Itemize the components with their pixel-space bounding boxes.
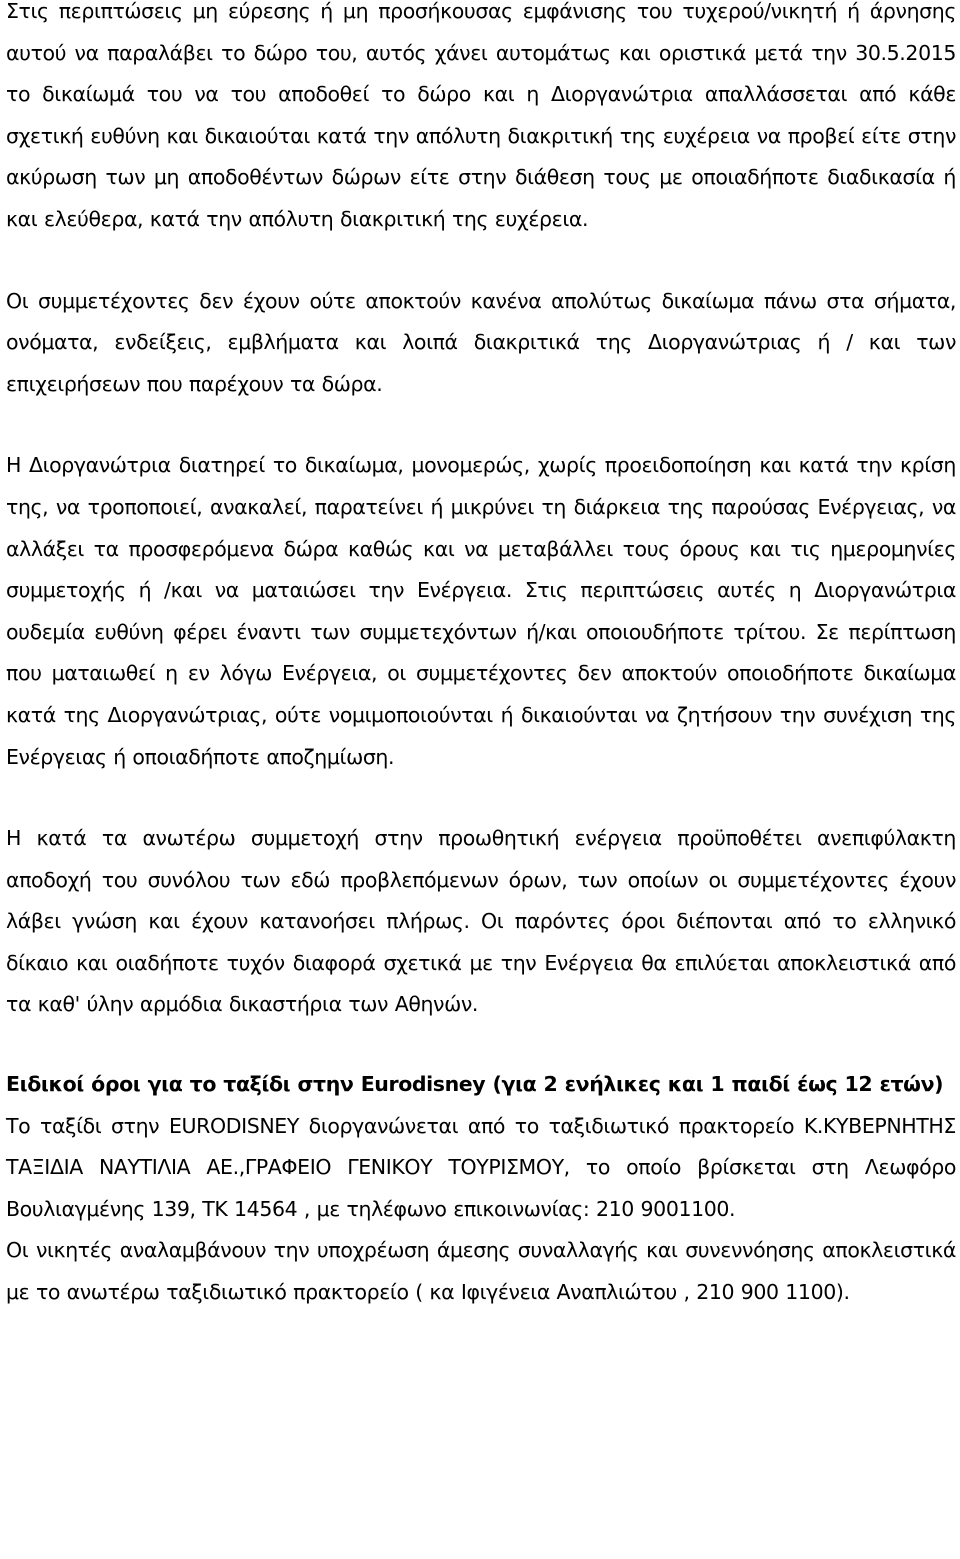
paragraph-travel-agency: Το ταξίδι στην EURODISNEY διοργανώνεται από το ταξιδιωτικό πρακτορείο Κ.ΚΥΒΕΡΝΗΤΗΣ ΤΑΞΙΔΙΑ ΝΑΥΤΙΛΙΑ ΑΕ.,ΓΡΑΦΕΙΟ ΓΕΝΙΚΟΥ ΤΟΥΡΙΣΜΟΥ, το οποίο βρίσκεται στη Λεωφόρο Βουλιαγμένης 139, ΤΚ 14564 , με τηλέφωνο επικοινωνίας: 210 9001100. (6, 1113, 956, 1221)
paragraph-winner-obligation: Οι νικητές αναλαμβάνουν την υποχρέωση άμεσης συναλλαγής και συνεννόησης αποκλειστικά με το ανωτέρω ταξιδιωτικό πρακτορείο ( κα Ιφιγένεια Αναπλιώτου , 210 900 1100). (6, 1238, 956, 1305)
paragraph-organizer-rights: Η Διοργανώτρια διατηρεί το δικαίωμα, μονομερώς, χωρίς προειδοποίηση και κατά την κρίση της, να τροποποιεί, ανακαλεί, παρατείνει ή μικρύνει τη διάρκεια της παρούσας Ενέργειας, να αλλάξει τα προσφερόμενα δώρα καθώς και να μεταβάλλει τους όρους και τις ημερομηνίες συμμετοχής ή /και να ματαιώσει την Ενέργεια. Στις περιπτώσεις αυτές η Διοργανώτρια ουδεμία ευθύνη φέρει έναντι των συμμετεχόντων ή/και οποιουδήποτε τρίτου. Σε περίπτωση που ματαιωθεί η εν λόγω Ενέργεια, οι συμμετέχοντες δεν αποκτούν οποιοδήποτε δικαίωμα κατά της Διοργανώτριας, ούτε νομιμοποιούνται ή δικαιούνται να ζητήσουν την συνέχιση της Ενέργειας ή οποιαδήποτε αποζημίωση. (6, 453, 956, 769)
document-page (6, 0, 956, 1314)
paragraph-acceptance-law: Η κατά τα ανωτέρω συμμετοχή στην προωθητική ενέργεια προϋποθέτει ανεπιφύλακτη αποδοχή του συνόλου των εδώ προβλεπόμενων όρων, των οποίων οι συμμετέχοντες έχουν λάβει γνώση και έχουν κατανοήσει πλήρως. Οι παρόντες όροι διέπονται από το ελληνικό δίκαιο και οιαδήποτε τυχόν διαφορά σχετικά με την Ενέργεια θα επιλύεται αποκλειστικά από τα καθ' ύλην αρμόδια δικαστήρια των Αθηνών. (6, 826, 956, 1017)
section-heading-eurodisney: Ειδικοί όροι για το ταξίδι στην Eurodisney (για 2 ενήλικες και 1 παιδί έως 12 ετών) (6, 1072, 944, 1097)
paragraph-trademark-rights: Οι συμμετέχοντες δεν έχουν ούτε αποκτούν κανένα απολύτως δικαίωμα πάνω στα σήματα, ονόματα, ενδείξεις, εμβλήματα και λοιπά διακριτικά της Διοργανώτριας ή / και των επιχειρήσεων που παρέχουν τα δώρα. (6, 288, 956, 396)
paragraph-winner-forfeit: Στις περιπτώσεις μη εύρεσης ή μη προσήκουσας εμφάνισης του τυχερού/νικητή ή άρνησης αυτού να παραλάβει το δώρο του, αυτός χάνει αυτομάτως και οριστικά μετά την 30.5.2015 το δικαίωμά του να του αποδοθεί το δώρο και η Διοργανώτρια απαλλάσσεται από κάθε σχετική ευθύνη και δικαιούται κατά την απόλυτη διακριτική της ευχέρεια να προβεί είτε στην ακύρωση των μη αποδοθέντων δώρων είτε στην διάθεση τους με οποιαδήποτε διαδικασία ή και ελεύθερα, κατά την απόλυτη διακριτική της ευχέρεια. (6, 0, 956, 231)
